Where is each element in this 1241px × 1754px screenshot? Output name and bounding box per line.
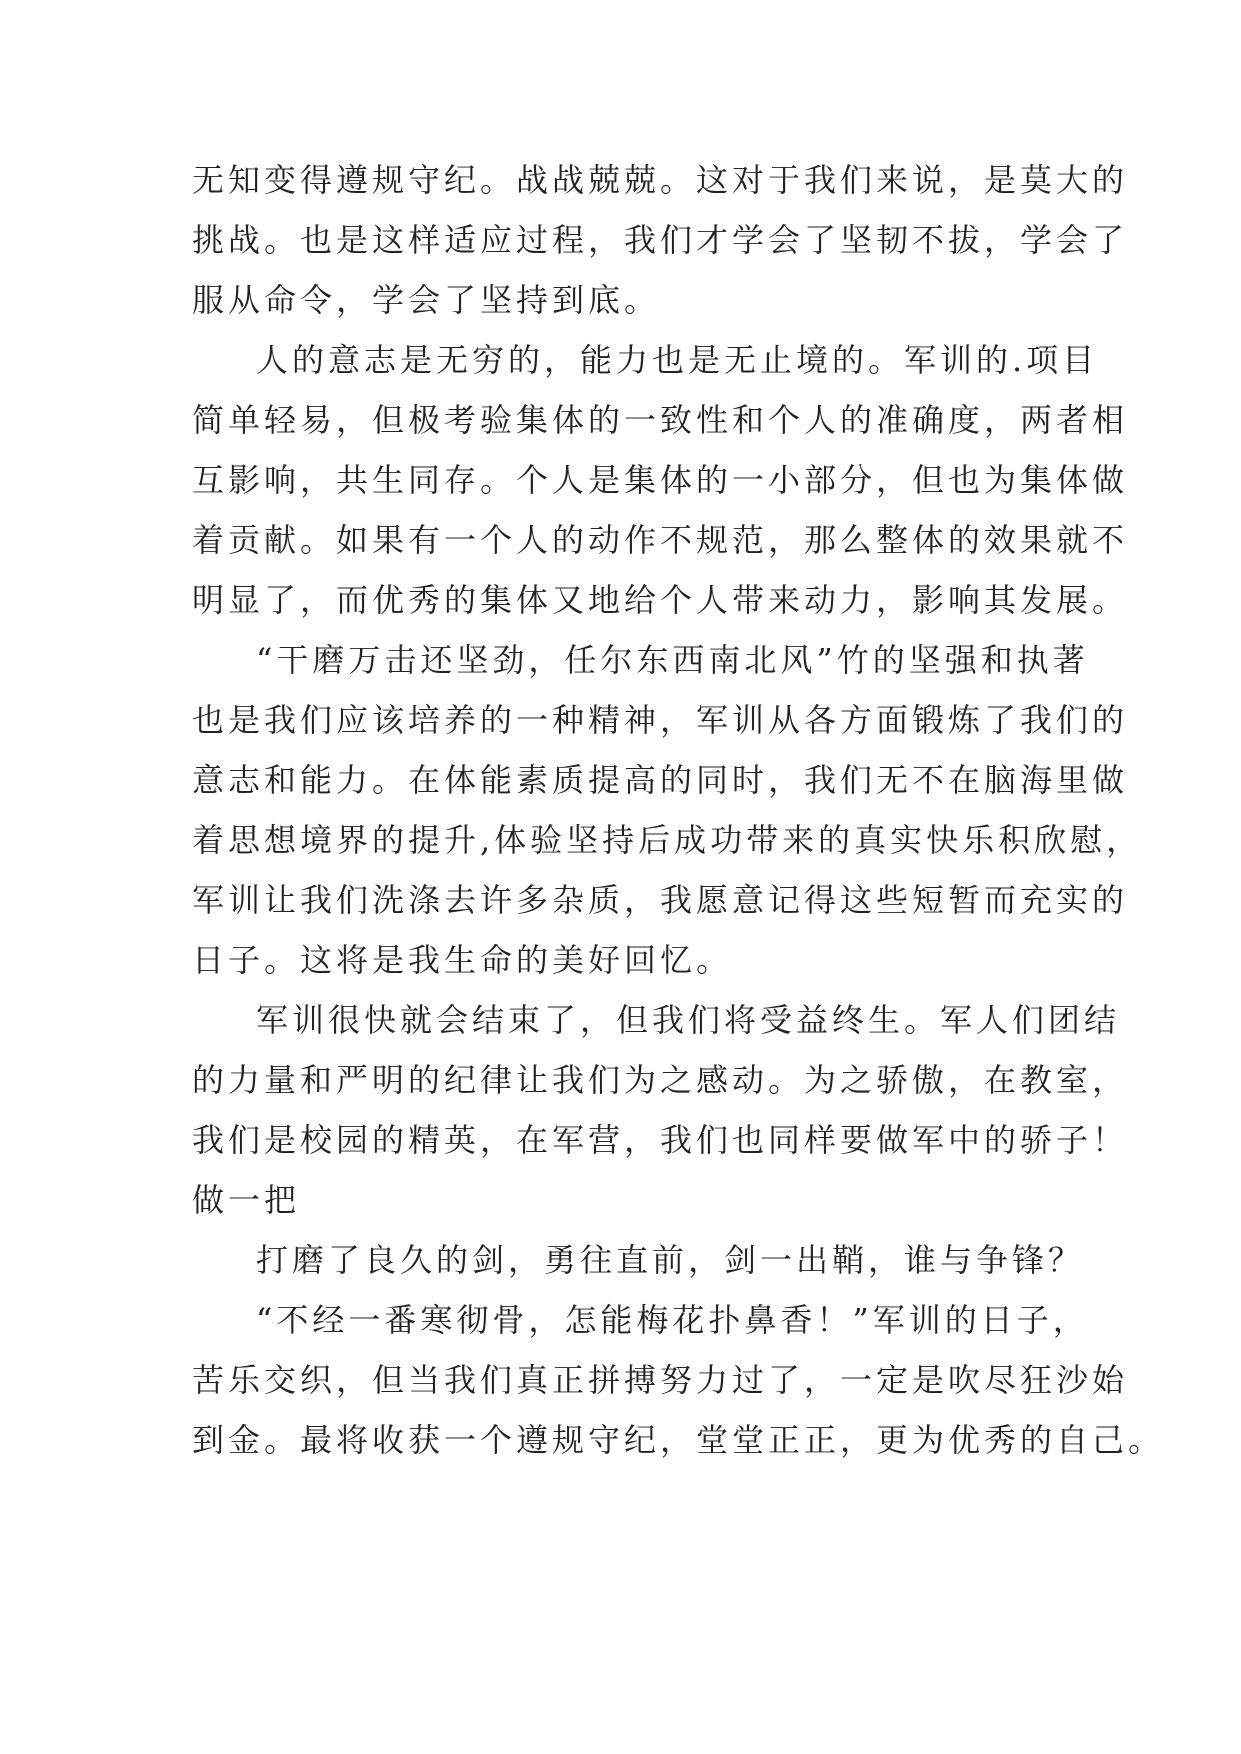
paragraph-first-line: 打磨了良久的剑，勇往直前，剑一出鞘，谁与争锋？	[256, 1241, 1085, 1279]
text-line: 做一把	[192, 1181, 301, 1219]
text-line: 军训让我们洗涤去许多杂质，我愿意记得这些短暂而充实的	[192, 881, 1129, 919]
paragraph-first-line: “不经一番寒彻骨，怎能梅花扑鼻香！”军训的日子，	[256, 1301, 1089, 1339]
text-line: 无知变得遵规守纪。战战兢兢。这对于我们来说，是莫大的	[192, 161, 1129, 199]
text-line: 的力量和严明的纪律让我们为之感动。为之骄傲，在教室，	[192, 1061, 1129, 1099]
text-line: 挑战。也是这样适应过程，我们才学会了坚韧不拔，学会了	[192, 221, 1129, 259]
text-line: 服从命令，学会了坚持到底。	[192, 281, 661, 319]
text-line: 苦乐交织，但当我们真正拼搏努力过了，一定是吹尽狂沙始	[192, 1361, 1129, 1399]
text-line: 互影响，共生同存。个人是集体的一小部分，但也为集体做	[192, 461, 1129, 499]
paragraph-first-line: 人的意志是无穷的，能力也是无止境的。军训的.项目	[256, 341, 1099, 379]
paragraph-first-line: 军训很快就会结束了，但我们将受益终生。军人们团结	[256, 1001, 1121, 1039]
text-line: 我们是校园的精英，在军营，我们也同样要做军中的骄子！	[192, 1121, 1129, 1159]
document-body	[192, 150, 1165, 1470]
text-line: 意志和能力。在体能素质提高的同时，我们无不在脑海里做	[192, 761, 1129, 799]
text-line: 简单轻易，但极考验集体的一致性和个人的准确度，两者相	[192, 401, 1129, 439]
paragraph-first-line: “干磨万击还坚劲，任尔东西南北风”竹的坚强和执著	[256, 641, 1089, 679]
text-line: 日子。这将是我生命的美好回忆。	[192, 941, 733, 979]
text-line: 到金。最将收获一个遵规守纪，堂堂正正，更为优秀的自己。	[192, 1421, 1165, 1459]
text-line: 明显了，而优秀的集体又地给个人带来动力，影响其发展。	[192, 581, 1129, 619]
text-line: 也是我们应该培养的一种精神，军训从各方面锻炼了我们的	[192, 701, 1129, 739]
text-line: 着贡献。如果有一个人的动作不规范，那么整体的效果就不	[192, 521, 1129, 559]
text-line: 着思想境界的提升,体验坚持后成功带来的真实快乐积欣慰，	[192, 821, 1143, 859]
